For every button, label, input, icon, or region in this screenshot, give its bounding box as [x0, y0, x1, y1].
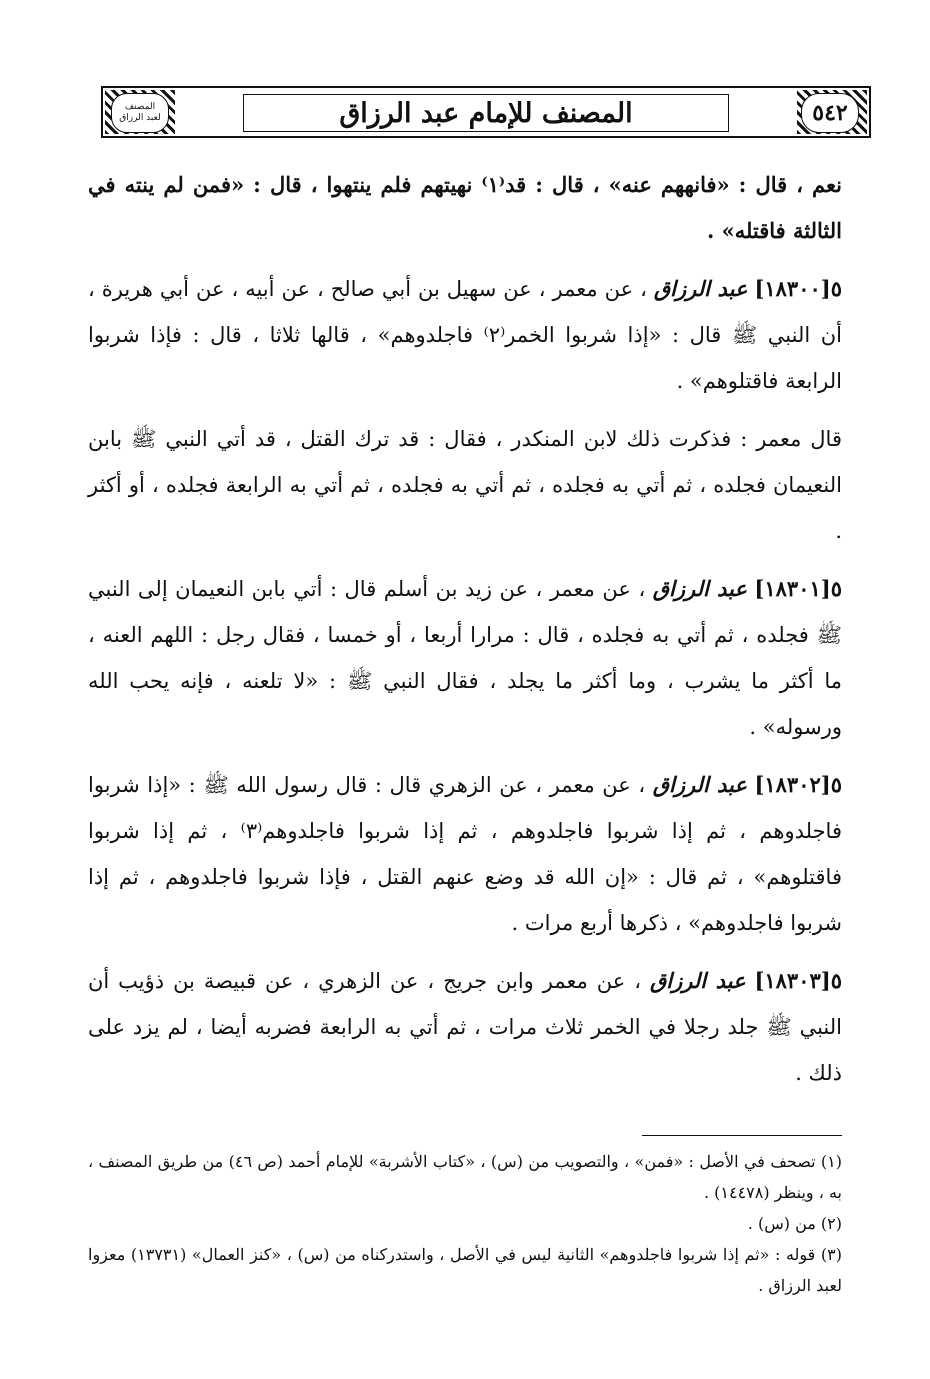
paragraph-text: نعم ، قال : «فانههم عنه» ، قال : قد⁽١⁾ نهيتهم فلم ينتهوا ، قال : «فمن لم ينته في الثالثة فاقتله» . — [88, 172, 842, 243]
seal-line-2: لعبد الرزاق — [119, 113, 161, 123]
footnotes — [88, 1146, 842, 1301]
running-title: المصنف للإمام عبد الرزاق — [243, 94, 729, 132]
main-text — [88, 162, 842, 1108]
hadith-18303 — [88, 958, 842, 1096]
hadith-18300 — [88, 266, 842, 404]
hadith-18301 — [88, 566, 842, 750]
hadith-18302 — [88, 762, 842, 946]
hadith-number: ٥[١٨٣٠٠] — [754, 276, 842, 301]
hadith-number: ٥[١٨٣٠٣] — [754, 968, 842, 993]
narrator-name: عبد الرزاق — [649, 968, 746, 993]
paragraph-text: قال معمر : فذكرت ذلك لابن المنكدر ، فقال : قد ترك القتل ، قد أتي النبي ﷺ بابن النعيمان فجلده ، ثم أتي به فجلده ، ثم أتي به فجلده ، ثم أتي به الرابعة فجلده ، أو أكثر . — [88, 427, 843, 543]
narrator-name: عبد الرزاق — [652, 772, 747, 797]
seal-line-1: المصنف — [124, 102, 156, 112]
narrator-name: عبد الرزاق — [652, 576, 747, 601]
footnote-3: (٣) قوله : «ثم إذا شربوا فاجلدوهم» الثانية ليس في الأصل ، واستدركناه من (س) ، «كنز العمال» (١٣٧٣١) معزوا لعبد الرزاق . — [88, 1245, 842, 1295]
book-seal-logo — [111, 93, 169, 133]
paragraph-continuation — [88, 162, 842, 254]
hadith-text: ، عن معمر وابن جريج ، عن الزهري ، عن قبيصة بن ذؤيب أن النبي ﷺ جلد رجلا في الخمر ثلاث مرات ، ثم أتي به الرابعة فضربه أيضا ، لم يزد على ذلك . — [88, 969, 842, 1085]
footnote-separator — [642, 1135, 842, 1136]
hadith-number: ٥[١٨٣٠٢] — [754, 772, 842, 797]
page-header — [101, 86, 871, 138]
hadith-text: ، عن معمر ، عن سهيل بن أبي صالح ، عن أبيه ، عن أبي هريرة ، أن النبي ﷺ قال : «إذا شربوا الخمر⁽٢⁾ فاجلدوهم» ، قالها ثلاثا ، قال : فإذا شربوا الرابعة فاقتلوهم» . — [88, 277, 842, 393]
page-number: ٥٤٢ — [801, 93, 859, 133]
footnote-1: (١) تصحف في الأصل : «فمن» ، والتصويب من (س) ، «كتاب الأشربة» للإمام أحمد (ص ٤٦) من طريق المصنف ، به ، وينظر (١٤٤٧٨) . — [88, 1152, 842, 1202]
hadith-text: ، عن معمر ، عن زيد بن أسلم قال : أتي بابن النعيمان إلى النبي ﷺ فجلده ، ثم أتي به فجلده ، قال : مرارا أربعا ، أو خمسا ، فقال رجل : اللهم العنه ، ما أكثر ما يشرب ، وما أكثر ما يجلد ، فقال النبي ﷺ : «لا تلعنه ، فإنه يحب الله ورسوله» . — [88, 577, 842, 739]
narrator-name: عبد الرزاق — [653, 276, 748, 301]
paragraph-mamar-comment — [88, 416, 842, 554]
hadith-text: ، عن معمر ، عن الزهري قال : قال رسول الله ﷺ : «إذا شربوا فاجلدوهم ، ثم إذا شربوا فاجلدوهم ، ثم إذا شربوا فاجلدوهم⁽٣⁾ ، ثم إذا شربوا فاقتلوهم» ، ثم قال : «إن الله قد وضع عنهم القتل ، فإذا شربوا فاجلدوهم ، ثم إذا شربوا فاجلدوهم» ، ذكرها أربع مرات . — [88, 773, 842, 935]
hadith-number: ٥[١٨٣٠١] — [754, 576, 842, 601]
footnote-2: (٢) من (س) . — [747, 1214, 842, 1233]
